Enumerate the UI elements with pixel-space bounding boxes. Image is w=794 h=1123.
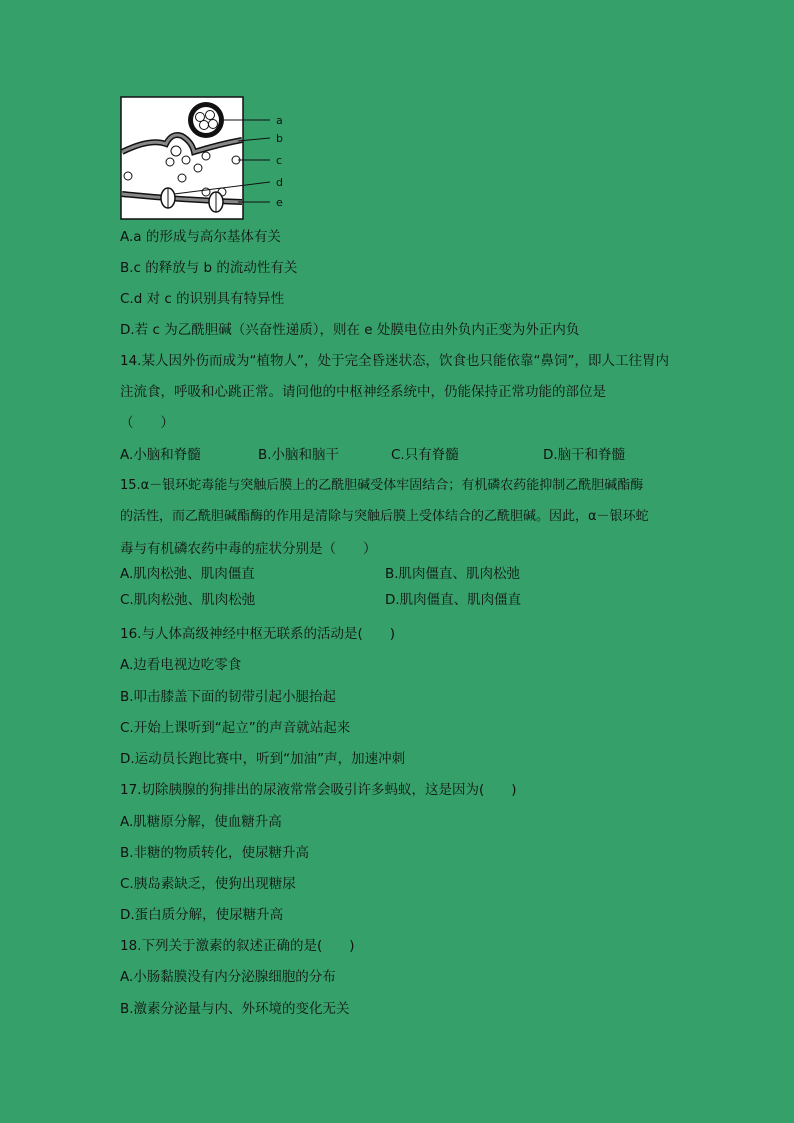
q17-stem: 17.切除胰腺的狗排出的尿液常常会吸引许多蚂蚁，这是因为( ) <box>120 782 517 798</box>
synapse-diagram <box>120 96 288 220</box>
label-a: a <box>276 114 283 127</box>
q14-option-c: C.只有脊髓 <box>391 447 459 463</box>
q14-option-a: A.小脑和脊髓 <box>120 447 201 463</box>
neurotransmitter <box>182 156 190 164</box>
vesicle-granule <box>200 121 209 130</box>
q14-stem-line1: 14.某人因外伤而成为“植物人”，处于完全昏迷状态，饮食也只能依靠“鼻饲”，即人工往胃内 <box>120 353 669 369</box>
q14-stem-line3: （ ） <box>120 415 174 431</box>
q14-option-b: B.小脑和脑干 <box>258 447 340 463</box>
q18-option-b: B.激素分泌量与内、外环境的变化无关 <box>120 1001 350 1017</box>
q15-stem-line1: 15.α－银环蛇毒能与突触后膜上的乙酰胆碱受体牢固结合；有机磷农药能抑制乙酰胆碱酯酶 <box>120 478 644 493</box>
q16-stem: 16.与人体高级神经中枢无联系的活动是( ) <box>120 626 396 642</box>
label-d: d <box>276 176 283 189</box>
neurotransmitter <box>194 164 202 172</box>
q13-option-d: D.若 c 为乙酰胆碱（兴奋性递质），则在 e 处膜电位由外负内正变为外正内负 <box>120 322 580 338</box>
neurotransmitter <box>124 172 132 180</box>
neurotransmitter <box>202 152 210 160</box>
label-e: e <box>276 196 283 209</box>
q13-option-c: C.d 对 c 的识别具有特异性 <box>120 291 285 307</box>
neurotransmitter <box>171 146 181 156</box>
label-b: b <box>276 132 283 145</box>
synapse-diagram-svg <box>120 96 288 220</box>
q17-option-c: C.胰岛素缺乏，使狗出现糖尿 <box>120 876 296 892</box>
q16-option-a: A.边看电视边吃零食 <box>120 657 242 673</box>
q15-stem-line3: 毒与有机磷农药中毒的症状分别是（ ） <box>120 541 377 557</box>
q15-option-b: B.肌肉僵直、肌肉松弛 <box>385 566 521 582</box>
q16-option-b: B.叩击膝盖下面的韧带引起小腿抬起 <box>120 689 337 705</box>
q13-option-b: B.c 的释放与 b 的流动性有关 <box>120 260 298 276</box>
q16-option-c: C.开始上课听到“起立”的声音就站起来 <box>120 720 351 736</box>
neurotransmitter <box>166 158 174 166</box>
q15-option-c: C.肌肉松弛、肌肉松弛 <box>120 592 256 608</box>
vesicle-granule <box>209 120 218 129</box>
vesicle-granule <box>206 111 215 120</box>
q13-option-a: A.a 的形成与高尔基体有关 <box>120 229 281 245</box>
q15-stem-line2: 的活性，而乙酰胆碱酯酶的作用是清除与突触后膜上受体结合的乙酰胆碱。因此，α－银环蛇 <box>120 509 649 524</box>
q14-option-d: D.脑干和脊髓 <box>543 447 626 463</box>
q15-option-d: D.肌肉僵直、肌肉僵直 <box>385 592 522 608</box>
q14-stem-line2: 注流食，呼吸和心跳正常。请问他的中枢神经系统中，仍能保持正常功能的部位是 <box>120 384 606 400</box>
q16-option-d: D.运动员长跑比赛中，听到“加油”声，加速冲刺 <box>120 751 406 767</box>
q18-option-a: A.小肠黏膜没有内分泌腺细胞的分布 <box>120 969 336 985</box>
q17-option-d: D.蛋白质分解，使尿糖升高 <box>120 907 284 923</box>
label-c: c <box>276 154 283 167</box>
neurotransmitter <box>178 174 186 182</box>
q15-option-a: A.肌肉松弛、肌肉僵直 <box>120 566 255 582</box>
q18-stem: 18.下列关于激素的叙述正确的是( ) <box>120 938 355 954</box>
q17-option-b: B.非糖的物质转化，使尿糖升高 <box>120 845 310 861</box>
q17-option-a: A.肌糖原分解，使血糖升高 <box>120 814 282 830</box>
